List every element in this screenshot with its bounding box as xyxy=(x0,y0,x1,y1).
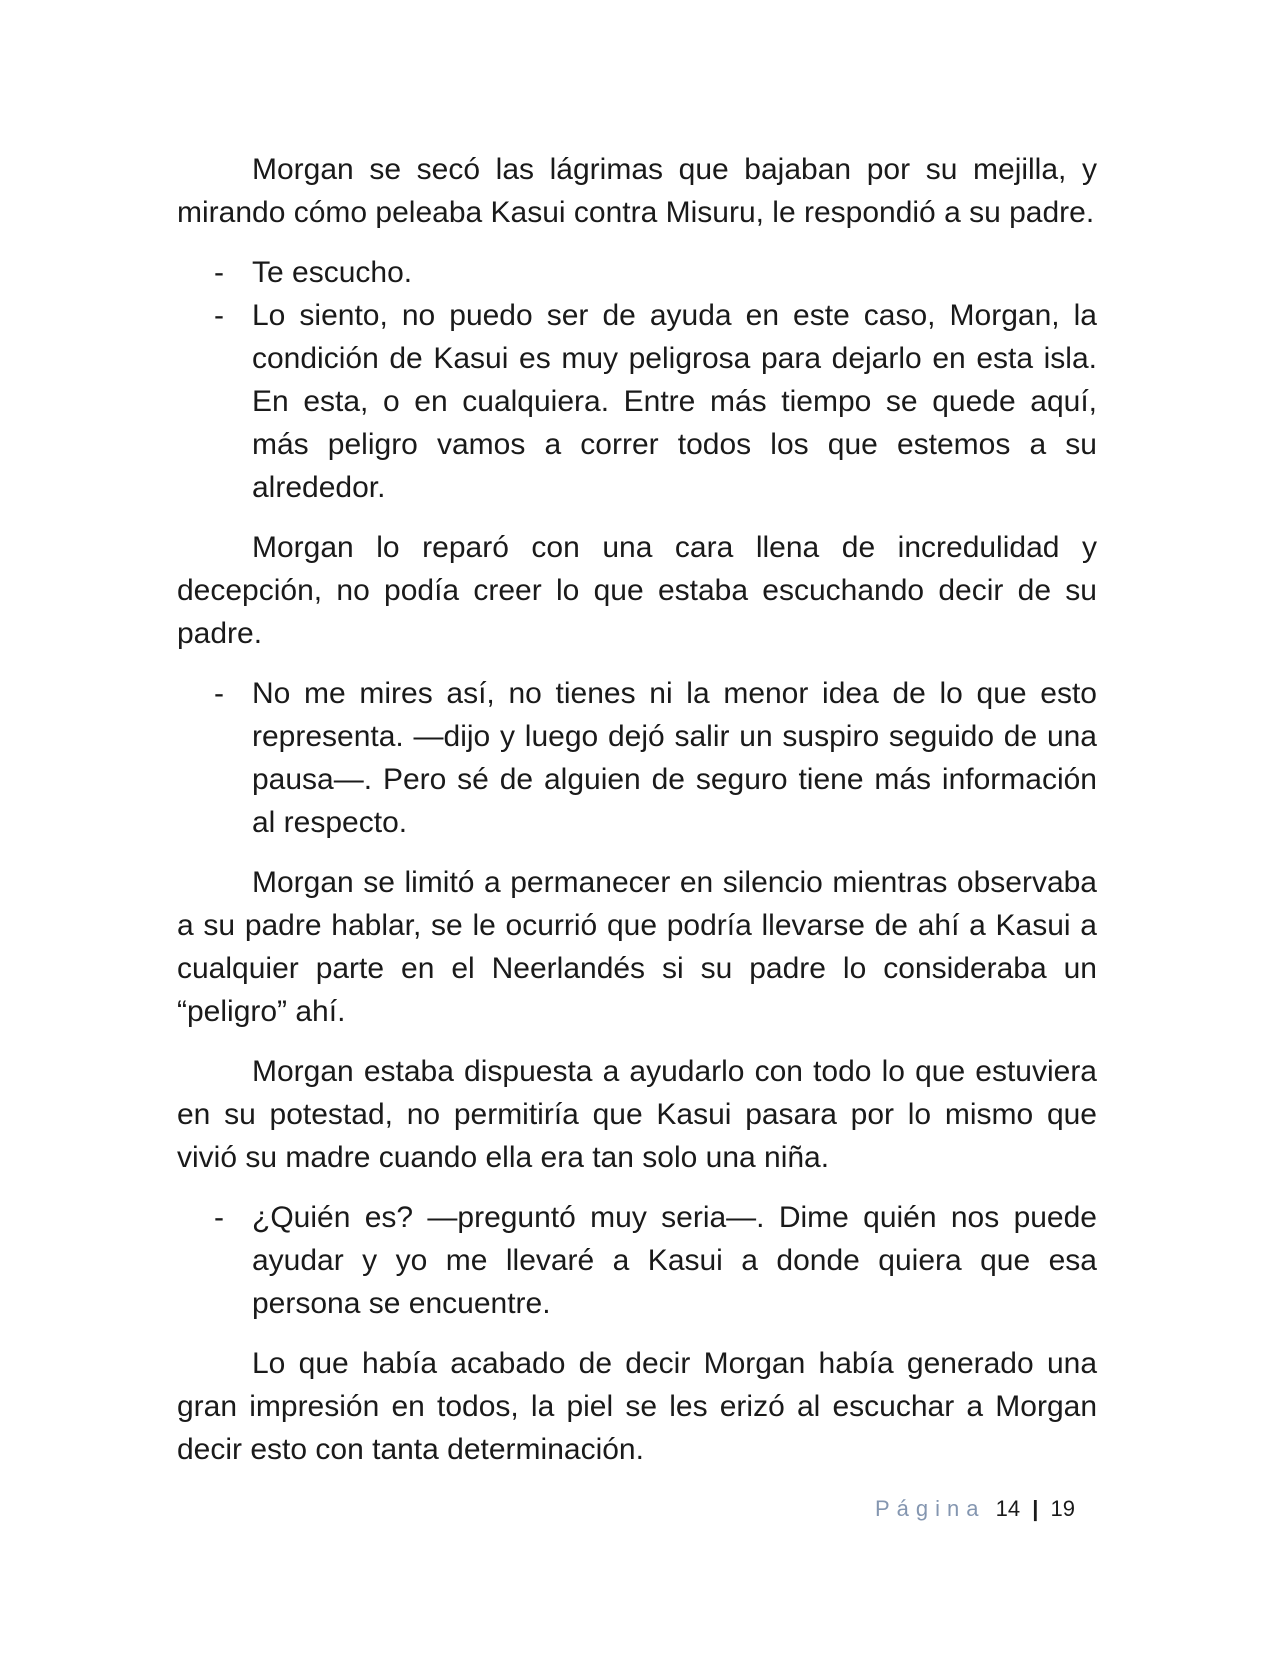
dialogue-dash: - xyxy=(214,256,224,289)
paragraph: Morgan se limitó a permanecer en silencio mientras observaba a su padre hablar, se le ocurrió que podría llevarse de ahí a Kasui a cualquier parte en el Neerlandés si su padre lo consideraba un “peligro” ahí. xyxy=(177,866,1097,1028)
dialogue-line xyxy=(177,1196,1097,1325)
page-label: Página xyxy=(874,1496,986,1521)
dialogue-line xyxy=(177,672,1097,844)
dialogue-line xyxy=(177,251,1097,294)
page-number: 14 xyxy=(995,1496,1021,1521)
paragraph: Morgan estaba dispuesta a ayudarlo con todo lo que estuviera en su potestad, no permitiría que Kasui pasara por lo mismo que vivió su madre cuando ella era tan solo una niña. xyxy=(177,1055,1097,1174)
dialogue-dash: - xyxy=(214,677,224,710)
page-total: 19 xyxy=(1050,1496,1075,1521)
dialogue-dash: - xyxy=(214,299,224,332)
dialogue-text: Lo siento, no puedo ser de ayuda en este caso, Morgan, la condición de Kasui es muy peligrosa para dejarlo en esta isla. En esta, o en cualquiera. Entre más tiempo se quede aquí, más peligro vamos a correr todos los que estemos a su alrededor. xyxy=(252,299,1097,504)
page-separator: | xyxy=(1032,1496,1039,1521)
dialogue-text: No me mires así, no tienes ni la menor idea de lo que esto representa. —dijo y luego dejó salir un suspiro seguido de una pausa—. Pero sé de alguien de seguro tiene más información al respecto. xyxy=(252,677,1097,839)
dialogue-list xyxy=(177,251,1097,509)
page-body xyxy=(177,148,1097,1488)
dialogue-dash: - xyxy=(214,1201,224,1234)
dialogue-text: ¿Quién es? —preguntó muy seria—. Dime quién nos puede ayudar y yo me llevaré a Kasui a donde quiera que esa persona se encuentre. xyxy=(252,1201,1097,1320)
paragraph: Lo que había acabado de decir Morgan había generado una gran impresión en todos, la piel se les erizó al escuchar a Morgan decir esto con tanta determinación. xyxy=(177,1347,1097,1466)
dialogue-text: Te escucho. xyxy=(252,256,413,289)
page-footer xyxy=(0,1496,1075,1522)
dialogue-list xyxy=(177,672,1097,844)
paragraph: Morgan lo reparó con una cara llena de incredulidad y decepción, no podía creer lo que estaba escuchando decir de su padre. xyxy=(177,531,1097,650)
dialogue-line xyxy=(177,294,1097,509)
paragraph: Morgan se secó las lágrimas que bajaban por su mejilla, y mirando cómo peleaba Kasui contra Misuru, le respondió a su padre. xyxy=(177,153,1097,229)
dialogue-list xyxy=(177,1196,1097,1325)
